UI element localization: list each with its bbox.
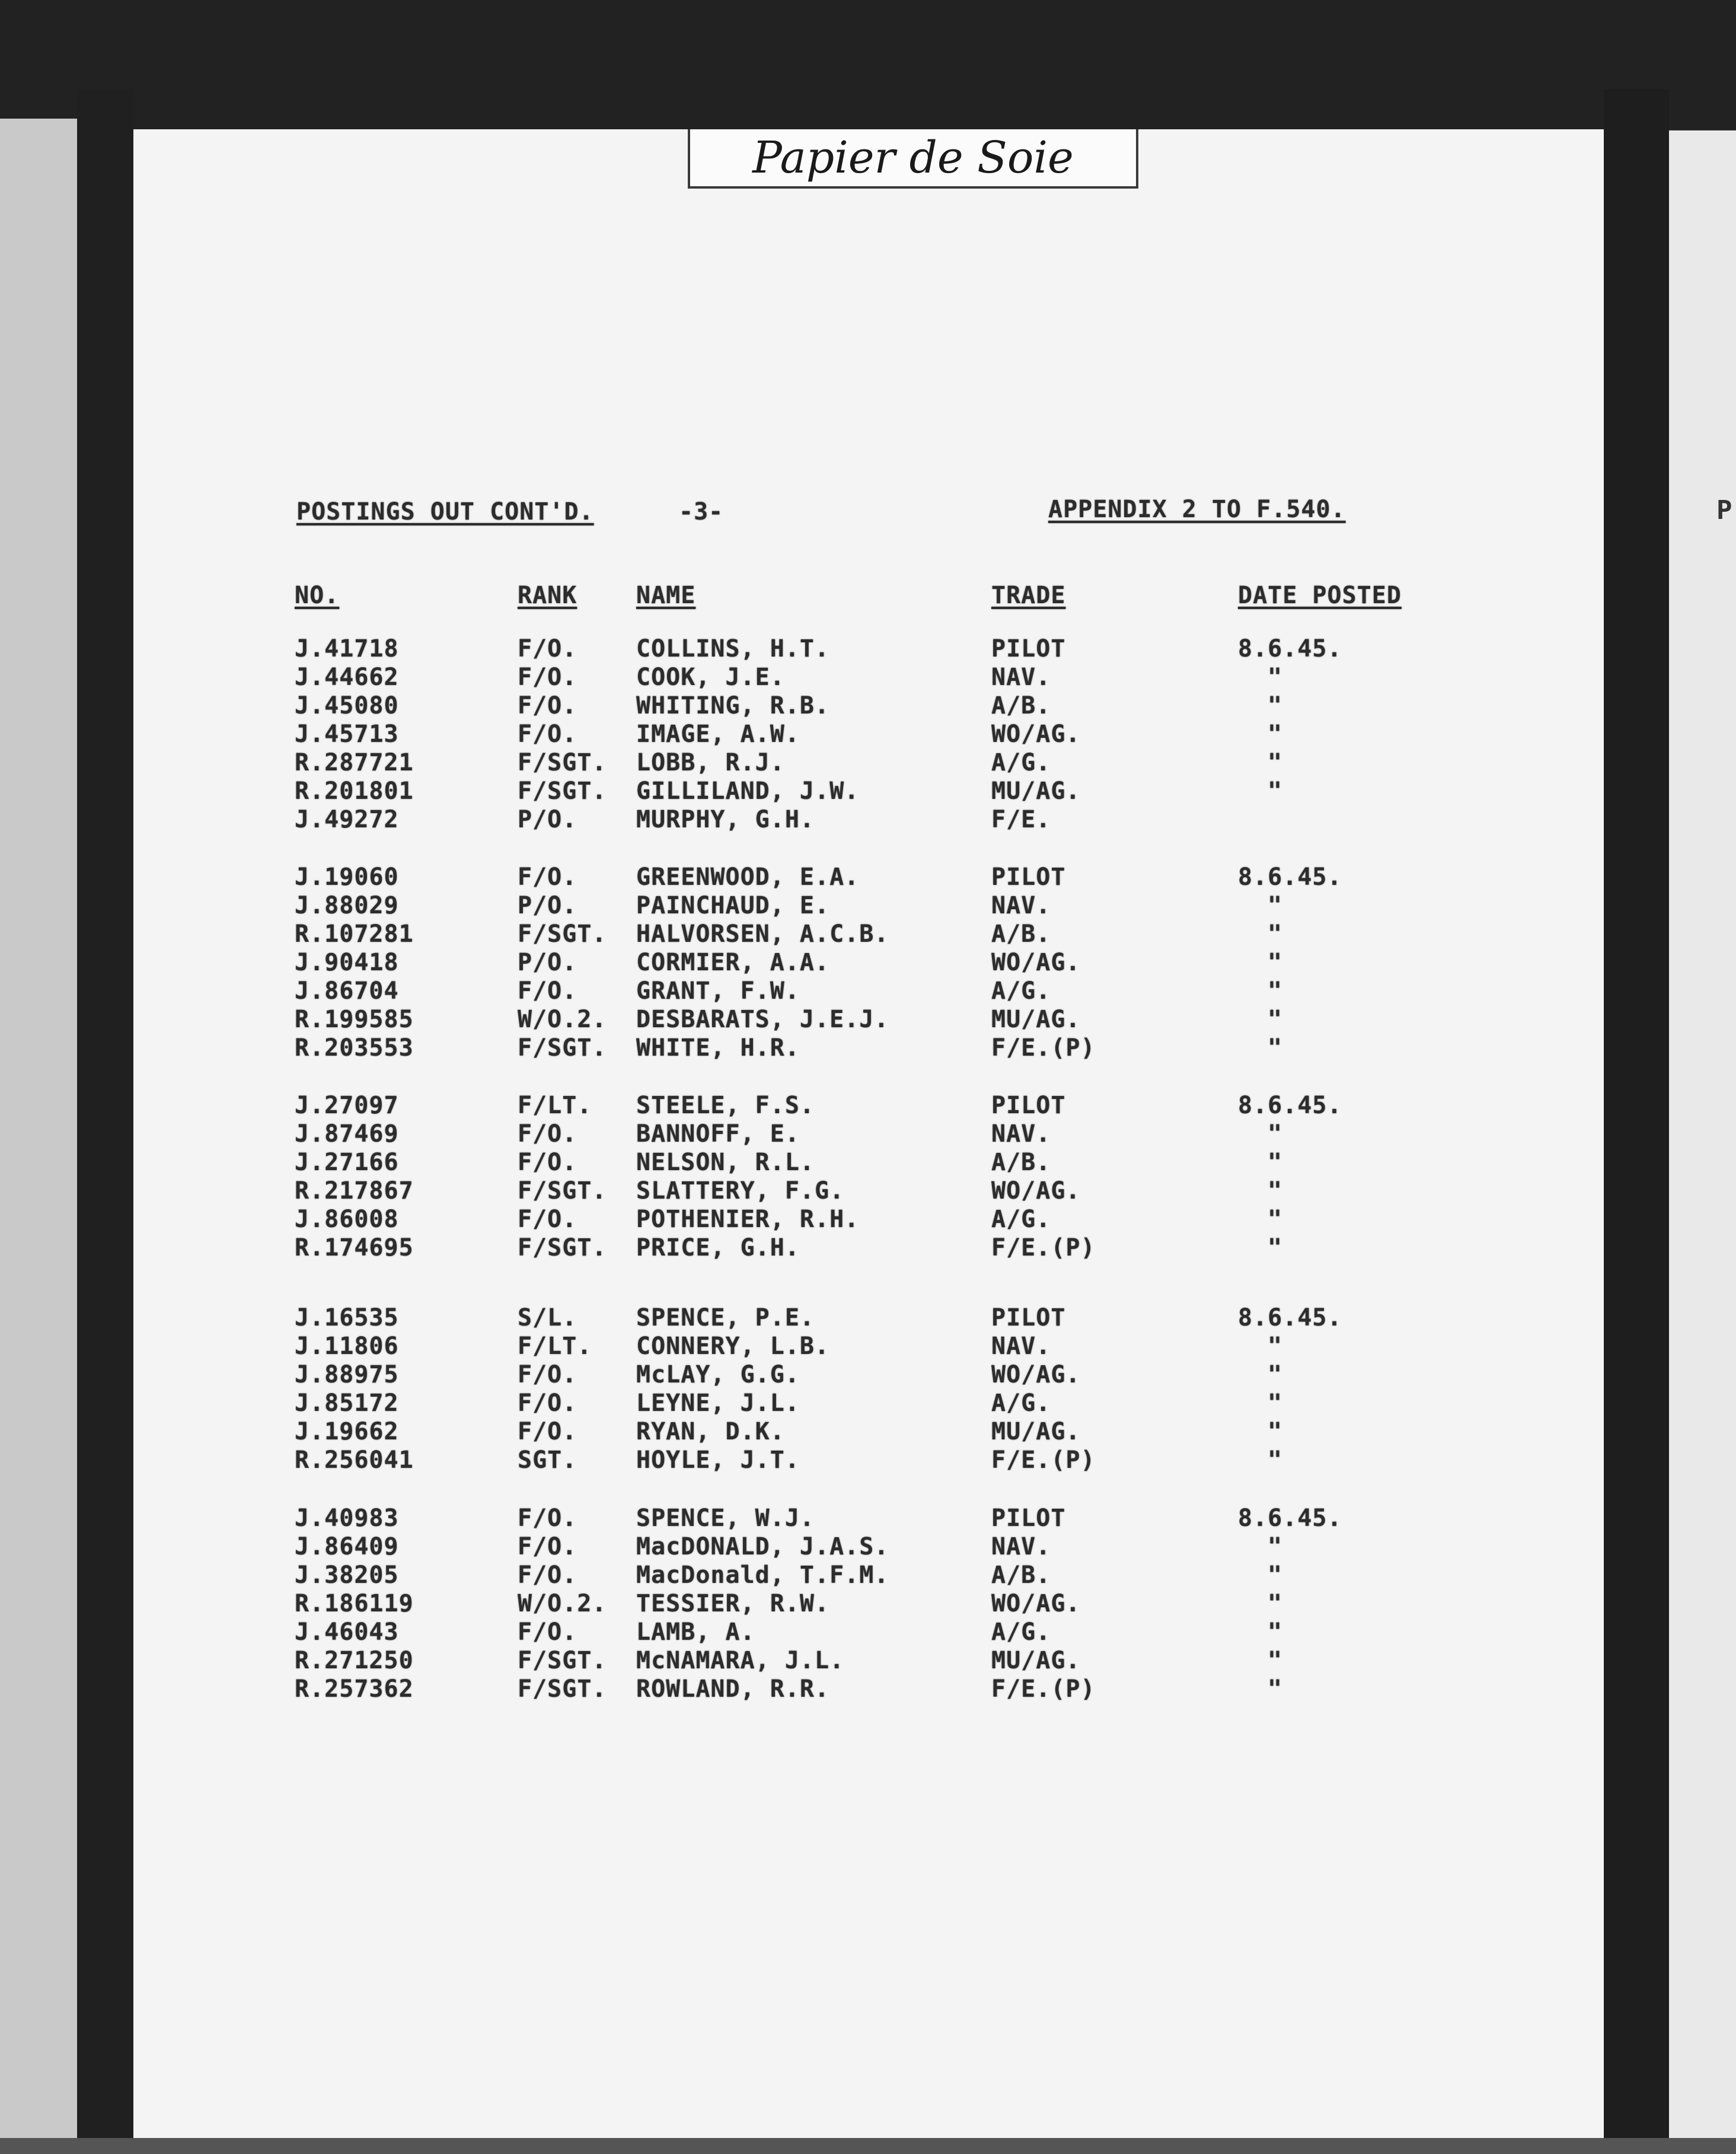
cell-no: J.86704: [295, 977, 399, 1005]
cell-no: J.46043: [295, 1618, 399, 1646]
cell-trade: NAV.: [991, 664, 1051, 691]
cell-trade: A/B.: [991, 1562, 1051, 1589]
cell-trade: A/G.: [991, 1618, 1051, 1646]
cell-trade: PILOT: [991, 863, 1066, 891]
cell-no: J.27166: [295, 1149, 399, 1176]
cell-rank: F/SGT.: [518, 749, 607, 776]
cell-no: R.271250: [295, 1647, 414, 1674]
cell-date: ": [1268, 1390, 1283, 1417]
cell-no: J.16535: [295, 1304, 399, 1331]
cell-trade: WO/AG.: [991, 1590, 1081, 1617]
cell-no: R.199585: [295, 1006, 414, 1033]
cell-name: COOK, J.E.: [636, 664, 785, 691]
cell-trade: A/B.: [991, 692, 1051, 719]
cell-rank: F/SGT.: [518, 1675, 607, 1703]
cell-rank: F/O.: [518, 1505, 577, 1532]
col-header-name: NAME: [636, 582, 696, 609]
cell-name: LOBB, R.J.: [636, 749, 785, 776]
cell-date: ": [1268, 721, 1283, 748]
cell-trade: A/B.: [991, 1149, 1051, 1176]
cell-date: 8.6.45.: [1238, 1092, 1342, 1119]
cell-date: ": [1268, 1446, 1283, 1474]
cell-no: J.45713: [295, 721, 399, 748]
cell-no: J.19662: [295, 1418, 399, 1445]
cell-no: J.27097: [295, 1092, 399, 1119]
cell-rank: F/O.: [518, 863, 577, 891]
cell-trade: PILOT: [991, 1304, 1066, 1331]
cell-rank: F/O.: [518, 664, 577, 691]
col-header-no: NO.: [295, 582, 340, 609]
cell-trade: F/E.(P): [991, 1675, 1096, 1703]
cell-date: ": [1268, 664, 1283, 691]
cell-date: 8.6.45.: [1238, 863, 1342, 891]
adjacent-sheet-fragment: P: [1716, 495, 1732, 525]
cell-date: ": [1268, 1418, 1283, 1445]
cell-trade: WO/AG.: [991, 721, 1081, 748]
page-number: -3-: [679, 498, 724, 525]
cell-rank: F/O.: [518, 1533, 577, 1560]
cell-date: ": [1268, 1206, 1283, 1233]
cell-trade: A/B.: [991, 920, 1051, 948]
cell-rank: F/O.: [518, 1418, 577, 1445]
cell-no: J.49272: [295, 806, 399, 833]
cell-rank: F/O.: [518, 1618, 577, 1646]
cell-name: MURPHY, G.H.: [636, 806, 815, 833]
cell-trade: F/E.: [991, 806, 1051, 833]
cell-name: SPENCE, W.J.: [636, 1505, 815, 1532]
cell-rank: F/O.: [518, 1390, 577, 1417]
cell-name: ROWLAND, R.R.: [636, 1675, 830, 1703]
cell-date: ": [1268, 949, 1283, 976]
cell-name: IMAGE, A.W.: [636, 721, 800, 748]
scan-left-post: [77, 89, 133, 2147]
cell-no: J.87469: [295, 1120, 399, 1148]
cell-name: McNAMARA, J.L.: [636, 1647, 845, 1674]
appendix-label: APPENDIX 2 TO F.540.: [1048, 496, 1346, 523]
cell-rank: F/LT.: [518, 1333, 592, 1360]
scan-right-post: [1604, 89, 1669, 2147]
cell-name: PRICE, G.H.: [636, 1234, 800, 1261]
cell-trade: F/E.(P): [991, 1034, 1096, 1062]
cell-rank: F/SGT.: [518, 1234, 607, 1261]
cell-rank: W/O.2.: [518, 1590, 607, 1617]
cell-no: R.107281: [295, 920, 414, 948]
cell-rank: F/LT.: [518, 1092, 592, 1119]
cell-no: J.11806: [295, 1333, 399, 1360]
cell-name: STEELE, F.S.: [636, 1092, 815, 1119]
cell-date: ": [1268, 692, 1283, 719]
cell-date: ": [1268, 1562, 1283, 1589]
cell-trade: NAV.: [991, 892, 1051, 919]
cell-no: R.174695: [295, 1234, 414, 1261]
cell-date: ": [1268, 1618, 1283, 1646]
cell-date: ": [1268, 749, 1283, 776]
scan-left-edge: [0, 119, 77, 2147]
cell-trade: NAV.: [991, 1120, 1051, 1148]
cell-name: WHITING, R.B.: [636, 692, 830, 719]
cell-name: HOYLE, J.T.: [636, 1446, 800, 1474]
cell-rank: F/O.: [518, 635, 577, 662]
cell-date: ": [1268, 1234, 1283, 1261]
cell-date: ": [1268, 1533, 1283, 1560]
cell-no: J.44662: [295, 664, 399, 691]
cell-no: J.40983: [295, 1505, 399, 1532]
cell-date: ": [1268, 920, 1283, 948]
cell-date: 8.6.45.: [1238, 635, 1342, 662]
cell-no: J.86008: [295, 1206, 399, 1233]
cell-date: ": [1268, 1120, 1283, 1148]
cell-name: CORMIER, A.A.: [636, 949, 830, 976]
cell-rank: F/O.: [518, 1120, 577, 1148]
cell-rank: SGT.: [518, 1446, 577, 1474]
cell-rank: S/L.: [518, 1304, 577, 1331]
cell-rank: F/SGT.: [518, 920, 607, 948]
cell-rank: F/O.: [518, 1206, 577, 1233]
cell-no: J.86409: [295, 1533, 399, 1560]
paper-stamp-label: Papier de Soie: [688, 129, 1138, 189]
cell-rank: F/O.: [518, 1149, 577, 1176]
scan-bottom-border: [0, 2138, 1736, 2154]
cell-rank: F/SGT.: [518, 778, 607, 805]
cell-name: SPENCE, P.E.: [636, 1304, 815, 1331]
cell-trade: PILOT: [991, 1092, 1066, 1119]
cell-no: R.256041: [295, 1446, 414, 1474]
cell-trade: MU/AG.: [991, 1006, 1081, 1033]
cell-name: COLLINS, H.T.: [636, 635, 830, 662]
cell-trade: A/G.: [991, 1390, 1051, 1417]
cell-date: ": [1268, 1590, 1283, 1617]
cell-no: J.41718: [295, 635, 399, 662]
cell-trade: F/E.(P): [991, 1234, 1096, 1261]
cell-rank: F/O.: [518, 1361, 577, 1388]
cell-no: J.19060: [295, 863, 399, 891]
cell-trade: MU/AG.: [991, 1647, 1081, 1674]
col-header-rank: RANK: [518, 582, 577, 609]
cell-name: GILLILAND, J.W.: [636, 778, 860, 805]
cell-trade: A/G.: [991, 1206, 1051, 1233]
cell-date: ": [1268, 1149, 1283, 1176]
document-page: [133, 129, 1604, 2138]
adjacent-sheet-edge: [1669, 130, 1736, 2147]
cell-trade: PILOT: [991, 1505, 1066, 1532]
cell-name: NELSON, R.L.: [636, 1149, 815, 1176]
cell-no: R.257362: [295, 1675, 414, 1703]
cell-name: GRANT, F.W.: [636, 977, 800, 1005]
cell-rank: F/SGT.: [518, 1177, 607, 1205]
cell-name: McLAY, G.G.: [636, 1361, 800, 1388]
cell-date: ": [1268, 1647, 1283, 1674]
cell-name: LAMB, A.: [636, 1618, 755, 1646]
cell-no: R.186119: [295, 1590, 414, 1617]
header-title: POSTINGS OUT CONT'D.: [296, 498, 594, 525]
cell-date: ": [1268, 1177, 1283, 1205]
cell-rank: F/O.: [518, 1562, 577, 1589]
cell-rank: F/SGT.: [518, 1647, 607, 1674]
cell-no: J.85172: [295, 1390, 399, 1417]
cell-no: R.217867: [295, 1177, 414, 1205]
cell-no: R.201801: [295, 778, 414, 805]
col-header-date-posted: DATE POSTED: [1238, 582, 1402, 609]
cell-no: J.38205: [295, 1562, 399, 1589]
cell-trade: WO/AG.: [991, 1361, 1081, 1388]
cell-trade: A/G.: [991, 977, 1051, 1005]
cell-trade: NAV.: [991, 1333, 1051, 1360]
cell-date: ": [1268, 778, 1283, 805]
cell-date: ": [1268, 1034, 1283, 1062]
cell-no: J.88029: [295, 892, 399, 919]
cell-name: HALVORSEN, A.C.B.: [636, 920, 889, 948]
cell-name: GREENWOOD, E.A.: [636, 863, 860, 891]
cell-trade: WO/AG.: [991, 1177, 1081, 1205]
cell-date: ": [1268, 892, 1283, 919]
cell-rank: F/O.: [518, 977, 577, 1005]
cell-name: POTHENIER, R.H.: [636, 1206, 860, 1233]
cell-date: ": [1268, 1361, 1283, 1388]
cell-trade: MU/AG.: [991, 778, 1081, 805]
cell-rank: F/O.: [518, 721, 577, 748]
cell-name: CONNERY, L.B.: [636, 1333, 830, 1360]
cell-name: WHITE, H.R.: [636, 1034, 800, 1062]
cell-rank: P/O.: [518, 806, 577, 833]
cell-name: LEYNE, J.L.: [636, 1390, 800, 1417]
cell-name: MacDONALD, J.A.S.: [636, 1533, 889, 1560]
cell-no: R.287721: [295, 749, 414, 776]
cell-rank: P/O.: [518, 892, 577, 919]
cell-trade: WO/AG.: [991, 949, 1081, 976]
cell-date: ": [1268, 1675, 1283, 1703]
cell-date: ": [1268, 1333, 1283, 1360]
cell-date: ": [1268, 1006, 1283, 1033]
cell-trade: F/E.(P): [991, 1446, 1096, 1474]
cell-trade: PILOT: [991, 635, 1066, 662]
cell-no: J.88975: [295, 1361, 399, 1388]
cell-name: PAINCHAUD, E.: [636, 892, 830, 919]
cell-rank: F/SGT.: [518, 1034, 607, 1062]
cell-trade: A/G.: [991, 749, 1051, 776]
cell-rank: F/O.: [518, 692, 577, 719]
cell-no: J.90418: [295, 949, 399, 976]
cell-name: DESBARATS, J.E.J.: [636, 1006, 889, 1033]
scan-top-border: [0, 0, 1736, 129]
cell-name: BANNOFF, E.: [636, 1120, 800, 1148]
cell-name: MacDonald, T.F.M.: [636, 1562, 889, 1589]
cell-date: 8.6.45.: [1238, 1505, 1342, 1532]
cell-no: R.203553: [295, 1034, 414, 1062]
cell-trade: MU/AG.: [991, 1418, 1081, 1445]
cell-rank: P/O.: [518, 949, 577, 976]
cell-no: J.45080: [295, 692, 399, 719]
col-header-trade: TRADE: [991, 582, 1066, 609]
cell-date: ": [1268, 977, 1283, 1005]
cell-trade: NAV.: [991, 1533, 1051, 1560]
cell-name: SLATTERY, F.G.: [636, 1177, 845, 1205]
cell-rank: W/O.2.: [518, 1006, 607, 1033]
cell-name: RYAN, D.K.: [636, 1418, 785, 1445]
cell-date: 8.6.45.: [1238, 1304, 1342, 1331]
cell-name: TESSIER, R.W.: [636, 1590, 830, 1617]
